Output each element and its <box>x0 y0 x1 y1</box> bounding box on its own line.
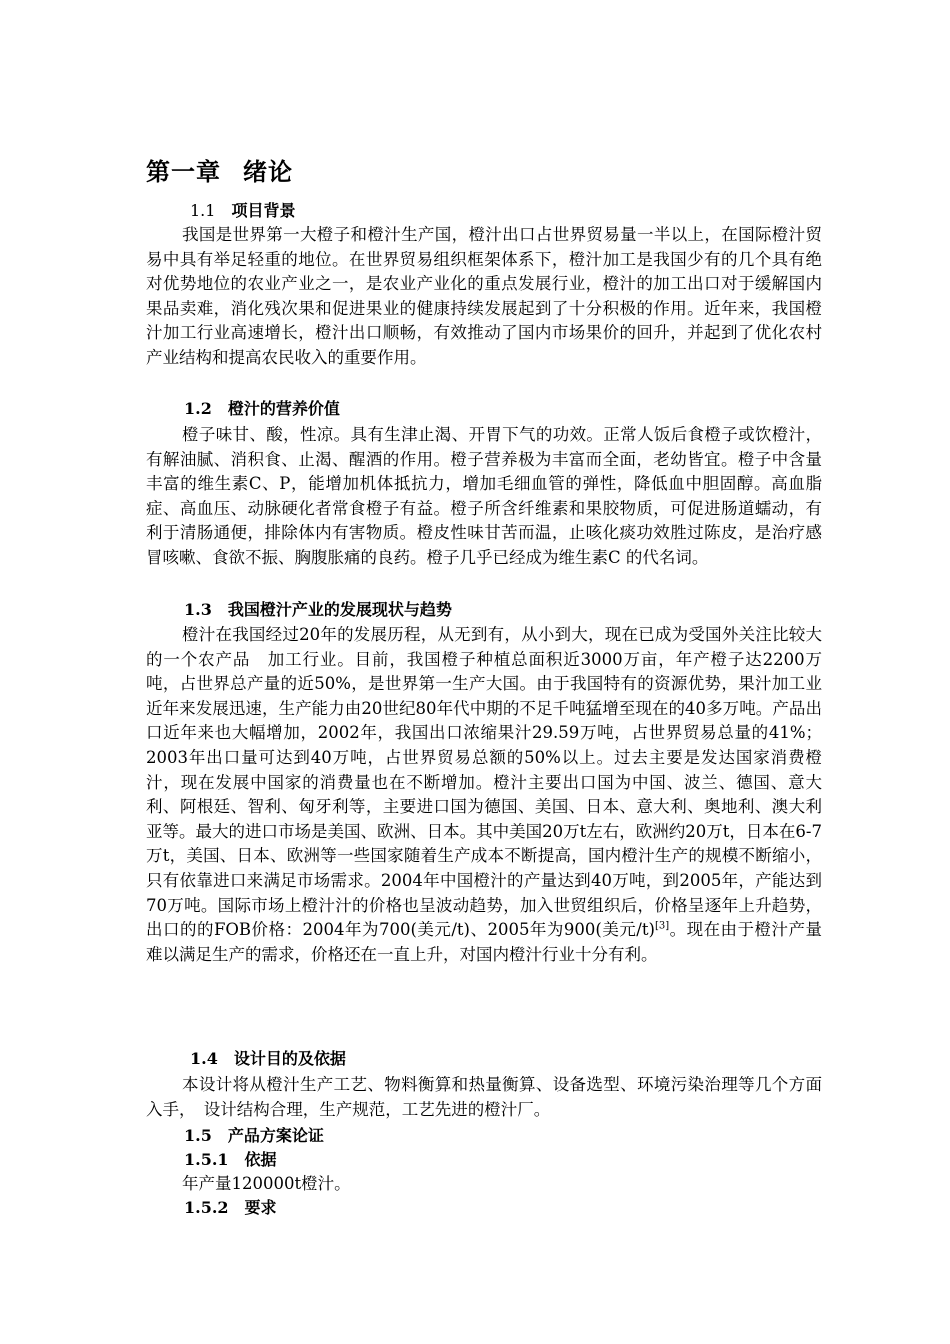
section-number: 1.3 <box>184 600 212 619</box>
paragraph-industry-status <box>146 623 822 967</box>
citation-ref: [3] <box>654 920 670 932</box>
section-title: 设计目的及依据 <box>233 1049 346 1068</box>
section-title: 我国橙汁产业的发展现状与趋势 <box>227 600 452 619</box>
section-heading-1-1 <box>190 199 295 223</box>
paragraph-design-purpose: 本设计将从橙汁生产工艺、物料衡算和热量衡算、设备选型、环境污染治理等几个方面入手， 设计结构合理，生产规范，工艺先进的橙汁厂。 <box>146 1075 822 1119</box>
section-number: 1.5.1 <box>184 1150 229 1169</box>
section-number: 1.5 <box>184 1126 212 1145</box>
section-heading-1-4 <box>190 1047 346 1071</box>
paragraph-nutrition-value: 橙子味甘、酸，性凉。具有生津止渴、开胃下气的功效。正常人饭后食橙子或饮橙汁，有解油腻、消积食、止渴、醒酒的作用。橙子营养极为丰富而全面，老幼皆宜。橙子中含量丰富的维生素C、P，能增加机体抵抗力，增加毛细血管的弹性，降低血中胆固醇。高血脂症、高血压、动脉硬化者常食橙子有益。橙子所含纤维素和果胶物质，可促进肠道蠕动，有利于清肠通便，排除体内有害物质。橙皮性味甘苦而温，止咳化痰功效胜过陈皮，是治疗感冒咳嗽、食欲不振、胸腹胀痛的良药。橙子几乎已经成为维生素C 的代名词。 <box>146 425 822 567</box>
section-heading-1-2 <box>184 397 340 421</box>
section-number: 1.4 <box>190 1049 218 1068</box>
section-title: 项目背景 <box>231 201 296 220</box>
section-title: 橙汁的营养价值 <box>227 399 340 418</box>
section-heading-1-5 <box>184 1124 324 1148</box>
paragraph-tail: 。现在由于橙汁产量难以满足生产的需求，价格还在一直上升，对国内橙汁行业十分有利。 <box>146 920 823 964</box>
section-number: 1.2 <box>184 399 212 418</box>
paragraph-project-background: 我国是世界第一大橙子和橙汁生产国，橙汁出口占世界贸易量一半以上，在国际橙汁贸易中具有举足轻重的地位。在世界贸易组织框架体系下，橙汁加工是我国少有的几个具有绝对优势地位的农业产业之一，是农业产业化的重点发展行业，橙汁的加工出口对于缓解国内果品卖难，消化残次果和促进果业的健康持续发展起到了十分积极的作用。近年来，我国橙汁加工行业高速增长，橙汁出口顺畅，有效推动了国内市场果价的回升，并起到了优化农村产业结构和提高农民收入的重要作用。 <box>146 225 822 367</box>
section-title: 产品方案论证 <box>227 1126 324 1145</box>
chapter-title <box>146 152 293 187</box>
chapter-name: 绪论 <box>243 157 293 186</box>
paragraph-body: 橙汁在我国经过20年的发展历程，从无到有，从小到大，现在已成为受国外关注比较大的一个农产品 加工行业。目前，我国橙子种植总面积近3000万亩，年产橙子达2200万吨，占世界总产量的近50%，是世界第一生产大国。由于我国特有的资源优势，果汁加工业近年来发展迅速，生产能力由20世纪80年代中期的不足千吨猛增至现在的40多万吨。产品出口近年来也大幅增加，2002年，我国出口浓缩果汁29.59万吨，占世界贸易总量的41%；2003年出口量可达到40万吨，占世界贸易总额的50%以上。过去主要是发达国家消费橙汁，现在发展中国家的消费量也在不断增加。橙汁主要出口国为中国、波兰、德国、意大利、阿根廷、智利、匈牙利等，主要进口国为德国、美国、日本、意大利、奥地利、澳大利亚等。最大的进口市场是美国、欧洲、日本。其中美国20万t左右，欧洲约20万t，日本在6-7万t，美国、日本、欧洲等一些国家随着生产成本不断提高，国内橙汁生产的规模不断缩小，只有依靠进口来满足市场需求。2004年中国橙汁的产量达到40万吨，到2005年，产能达到70万吨。国际市场上橙汁汁的价格也呈波动趋势，加入世贸组织后，价格呈逐年上升趋势，出口的的FOB价格：2004年为700(美元/t)、2005年为900(美元/t) <box>146 625 822 940</box>
paragraph-basis: 年产量120000t橙汁。 <box>182 1174 351 1193</box>
section-number: 1.5.2 <box>184 1198 229 1217</box>
section-heading-1-5-2 <box>184 1196 277 1220</box>
section-heading-1-3 <box>184 598 452 622</box>
section-heading-1-5-1 <box>184 1148 277 1172</box>
chapter-number: 第一章 <box>146 157 221 186</box>
section-title: 依据 <box>244 1150 277 1169</box>
section-title: 要求 <box>244 1198 277 1217</box>
section-number: 1.1 <box>190 201 216 220</box>
